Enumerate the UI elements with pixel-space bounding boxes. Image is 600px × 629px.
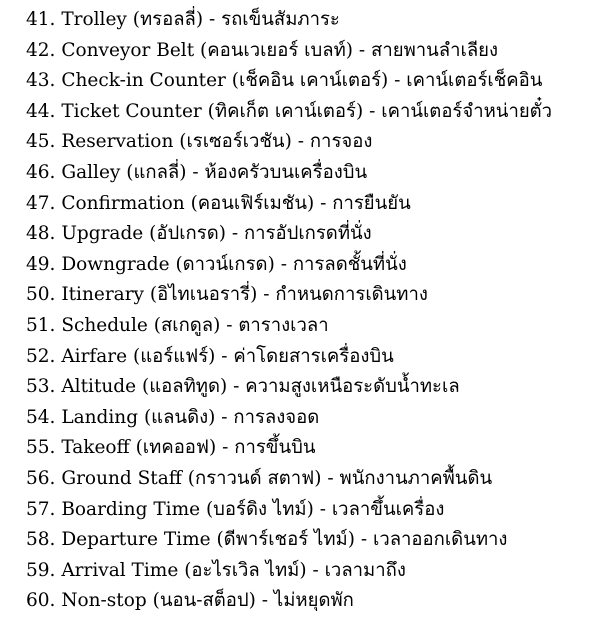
item-number: 58. — [26, 529, 56, 551]
vocab-item-42 — [26, 36, 600, 67]
item-number: 60. — [26, 590, 56, 612]
thai-pronunciation: (เรเซอร์เวชัน) — [179, 131, 292, 153]
item-number: 55. — [26, 437, 56, 459]
thai-meaning: เคาน์เตอร์จำหน่ายตั๋ว — [381, 100, 553, 122]
vocab-item-49 — [26, 250, 600, 281]
vocab-item-43 — [26, 66, 600, 97]
item-number: 44. — [26, 100, 56, 122]
vocab-item-58 — [26, 525, 600, 556]
thai-meaning: การยืนยัน — [332, 192, 411, 214]
thai-pronunciation: (แอร์แฟร์) — [133, 345, 216, 367]
vocab-item-51 — [26, 311, 600, 342]
separator: - — [369, 100, 376, 122]
item-number: 43. — [26, 70, 56, 92]
thai-pronunciation: (อะไรเวิล ไทม์) — [184, 559, 307, 581]
vocab-item-47 — [26, 189, 600, 220]
english-term: Schedule — [61, 314, 148, 336]
english-term: Conveyor Belt — [61, 39, 195, 61]
vocab-item-56 — [26, 464, 600, 495]
separator: - — [358, 39, 366, 61]
vocab-item-57 — [26, 495, 600, 526]
english-term: Landing — [61, 406, 139, 428]
vocab-item-55 — [26, 433, 600, 464]
english-term: Upgrade — [61, 223, 144, 245]
separator: - — [320, 192, 327, 214]
thai-pronunciation: (นอน-สต็อป) — [152, 590, 256, 612]
thai-meaning: การจอง — [309, 131, 373, 153]
english-term: Ticket Counter — [61, 100, 202, 122]
thai-pronunciation: (ทรอลลี่) — [132, 9, 204, 30]
thai-meaning: การอัปเกรดที่นั่ง — [243, 223, 372, 245]
thai-pronunciation: (แลนดิง) — [143, 406, 216, 428]
vocab-item-45 — [26, 127, 600, 158]
thai-pronunciation: (คอนเฟิร์เมชัน) — [190, 192, 315, 214]
item-number: 53. — [26, 376, 56, 398]
english-term: Altitude — [61, 376, 137, 398]
separator: - — [231, 223, 239, 245]
separator: - — [280, 253, 287, 275]
english-term: Itinerary — [61, 284, 145, 306]
english-term: Check-in Counter — [61, 70, 226, 92]
vocab-item-50 — [26, 280, 600, 311]
thai-pronunciation: (บอร์ดิง ไทม์) — [205, 498, 314, 520]
separator: - — [360, 529, 368, 551]
thai-pronunciation: (อัปเกรด) — [149, 223, 226, 245]
thai-meaning: พนักงานภาคพื้นดิน — [339, 467, 493, 489]
thai-pronunciation: (แกลลี่) — [126, 161, 187, 183]
english-term: Downgrade — [61, 253, 170, 275]
thai-pronunciation: (กราวนด์ สตาฟ) — [187, 467, 322, 489]
separator: - — [394, 70, 401, 92]
item-number: 56. — [26, 467, 56, 489]
separator: - — [221, 345, 228, 367]
item-number: 52. — [26, 345, 56, 367]
separator: - — [261, 590, 269, 612]
vocab-item-48 — [26, 219, 600, 250]
item-number: 46. — [26, 161, 56, 183]
thai-meaning: เวลาออกเดินทาง — [373, 529, 508, 551]
item-number: 48. — [26, 223, 56, 245]
thai-meaning: การขึ้นบิน — [234, 437, 316, 459]
item-number: 54. — [26, 406, 56, 428]
thai-pronunciation: (ดีพาร์เชอร์ ไทม์) — [216, 529, 355, 551]
vocab-item-60 — [26, 586, 600, 617]
english-term: Reservation — [61, 131, 174, 153]
english-term: Departure Time — [61, 529, 211, 551]
thai-meaning: การลดชั้นที่นั่ง — [292, 253, 407, 275]
item-number: 42. — [26, 39, 56, 61]
separator: - — [192, 161, 199, 183]
separator: - — [319, 498, 326, 520]
thai-pronunciation: (เช็คอิน เคาน์เตอร์) — [231, 70, 389, 92]
item-number: 45. — [26, 131, 56, 153]
vocab-item-59 — [26, 556, 600, 587]
thai-meaning: สายพานลำเลียง — [371, 39, 499, 61]
item-number: 57. — [26, 498, 56, 520]
english-term: Trolley — [61, 9, 127, 30]
separator: - — [222, 437, 229, 459]
thai-pronunciation: (แอลทิทูด) — [141, 376, 228, 398]
thai-meaning: กำหนดการเดินทาง — [275, 284, 428, 306]
item-number: 49. — [26, 253, 56, 275]
item-number: 41. — [26, 9, 56, 30]
separator: - — [226, 314, 233, 336]
thai-pronunciation: (อิไทเนอรารี่) — [149, 284, 258, 306]
thai-meaning: ห้องครัวบนเครื่องบิน — [204, 161, 368, 183]
thai-pronunciation: (ทิคเก็ต เคาน์เตอร์) — [207, 100, 364, 122]
item-number: 50. — [26, 284, 56, 306]
english-term: Boarding Time — [61, 498, 201, 520]
item-number: 51. — [26, 314, 56, 336]
thai-meaning: เคาน์เตอร์เช็คอิน — [406, 70, 543, 92]
item-number: 47. — [26, 192, 56, 214]
separator: - — [221, 406, 228, 428]
vocab-item-52 — [26, 342, 600, 373]
thai-meaning: การลงจอด — [233, 406, 320, 428]
english-term: Non-stop — [61, 590, 147, 612]
thai-meaning: ความสูงเหนือระดับน้ำทะเล — [245, 376, 460, 398]
separator: - — [297, 131, 304, 153]
vocab-item-53 — [26, 372, 600, 403]
vocab-item-41 — [26, 5, 600, 36]
thai-pronunciation: (เทคออฟ) — [135, 437, 217, 459]
separator: - — [312, 559, 319, 581]
english-term: Confirmation — [61, 192, 185, 214]
english-term: Airfare — [61, 345, 128, 367]
english-term: Galley — [61, 161, 121, 183]
separator: - — [263, 284, 270, 306]
thai-pronunciation: (คอนเวเยอร์ เบลท์) — [200, 39, 353, 61]
separator: - — [327, 467, 334, 489]
english-term: Arrival Time — [61, 559, 179, 581]
separator: - — [233, 376, 240, 398]
thai-meaning: เวลาขึ้นเครื่อง — [331, 498, 445, 520]
english-term: Takeoff — [61, 437, 130, 459]
thai-meaning: รถเข็นสัมภาระ — [221, 9, 340, 30]
english-term: Ground Staff — [61, 467, 182, 489]
vocab-item-44 — [26, 97, 600, 128]
thai-pronunciation: (สเกดูล) — [153, 314, 221, 336]
thai-meaning: เวลามาถึง — [324, 559, 406, 581]
vocab-item-46 — [26, 158, 600, 189]
thai-meaning: ไม่หยุดพัก — [273, 590, 354, 612]
item-number: 59. — [26, 559, 56, 581]
thai-pronunciation: (ดาวน์เกรด) — [175, 253, 275, 275]
thai-meaning: ตารางเวลา — [238, 314, 329, 336]
separator: - — [209, 9, 216, 30]
vocab-item-54 — [26, 403, 600, 434]
thai-meaning: ค่าโดยสารเครื่องบิน — [233, 345, 394, 367]
